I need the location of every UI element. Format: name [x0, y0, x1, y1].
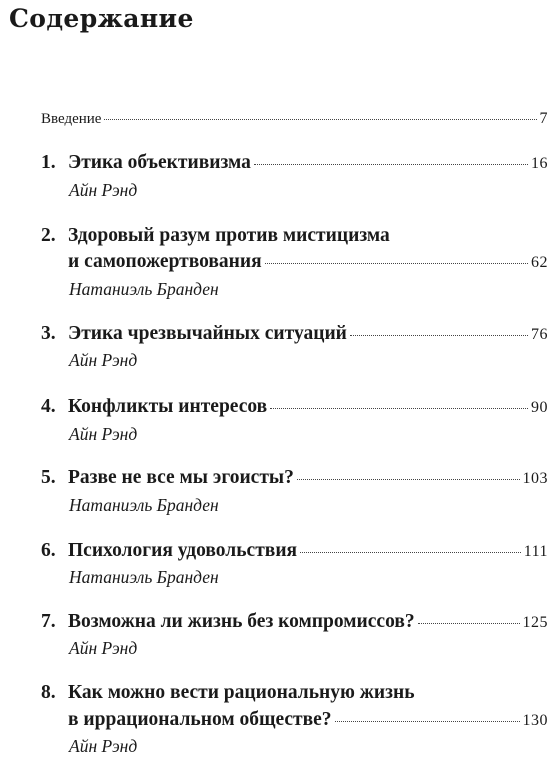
toc-entry-chapter-4[interactable]	[41, 396, 548, 418]
toc-page-number: 125	[522, 614, 548, 631]
toc-entry-title: Разве не все мы эгоисты?	[68, 467, 294, 488]
dot-leader	[254, 164, 528, 165]
chapter-number: 2.	[41, 225, 56, 246]
dot-leader	[335, 721, 520, 722]
chapter-author: Айн Рэнд	[69, 350, 138, 370]
toc-entry-chapter-2-line1[interactable]	[41, 225, 390, 247]
dot-leader	[300, 552, 521, 553]
dot-leader	[265, 263, 528, 264]
toc-entry-chapter-1[interactable]	[41, 152, 548, 174]
toc-page-number: 130	[522, 712, 548, 729]
chapter-author: Натаниэль Бранден	[69, 279, 219, 299]
chapter-number: 8.	[41, 682, 56, 703]
toc-entry-chapter-6[interactable]	[41, 540, 548, 562]
dot-leader	[270, 408, 528, 409]
toc-entry-title: Этика чрезвычайных ситуаций	[68, 323, 347, 344]
page-title: Содержание	[9, 4, 194, 33]
dot-leader	[418, 623, 520, 624]
chapter-number: 6.	[41, 540, 56, 561]
toc-entry-title: Психология удовольствия	[68, 540, 298, 561]
chapter-author: Айн Рэнд	[69, 180, 138, 200]
toc-page-number: 7	[539, 110, 548, 127]
chapter-number: 5.	[41, 467, 56, 488]
chapter-number: 3.	[41, 323, 56, 344]
dot-leader	[350, 335, 528, 336]
chapter-number: 4.	[41, 396, 56, 417]
dot-leader	[297, 479, 520, 480]
toc-entry-title: Конфликты интересов	[68, 396, 268, 417]
chapter-author: Айн Рэнд	[69, 638, 138, 658]
toc-entry-title: Этика объективизма	[68, 152, 251, 173]
toc-entry-title-continued: и самопожертвования	[68, 251, 262, 272]
toc-entry-chapter-7[interactable]	[41, 611, 548, 633]
toc-entry-chapter-8-line1[interactable]	[41, 682, 415, 704]
toc-entry-title-continued: в иррациональном обществе?	[68, 709, 332, 730]
toc-page-number: 111	[523, 543, 548, 560]
toc-entry-title: Как можно вести рациональную жизнь	[68, 682, 415, 703]
toc-entry-chapter-5[interactable]	[41, 467, 548, 489]
toc-page-number: 62	[531, 254, 548, 271]
toc-entry-title: Здоровый разум против мистицизма	[68, 225, 390, 246]
chapter-author: Натаниэль Бранден	[69, 495, 219, 515]
chapter-author: Натаниэль Бранден	[69, 567, 219, 587]
toc-entry-chapter-2[interactable]	[68, 251, 548, 273]
chapter-author: Айн Рэнд	[69, 736, 138, 756]
toc-page-number: 103	[522, 470, 548, 487]
toc-entry-chapter-8[interactable]	[68, 709, 548, 731]
toc-page-number: 76	[531, 326, 548, 343]
chapter-number: 7.	[41, 611, 56, 632]
toc-entry-chapter-3[interactable]	[41, 323, 548, 345]
toc-entry-title: Введение	[41, 111, 102, 127]
dot-leader	[104, 119, 536, 120]
chapter-author: Айн Рэнд	[69, 424, 138, 444]
toc-entry-title: Возможна ли жизнь без компромиссов?	[68, 611, 415, 632]
chapter-number: 1.	[41, 152, 56, 173]
toc-entry-intro[interactable]	[41, 110, 548, 128]
toc-page-number: 16	[531, 155, 548, 172]
toc-page-number: 90	[531, 399, 548, 416]
